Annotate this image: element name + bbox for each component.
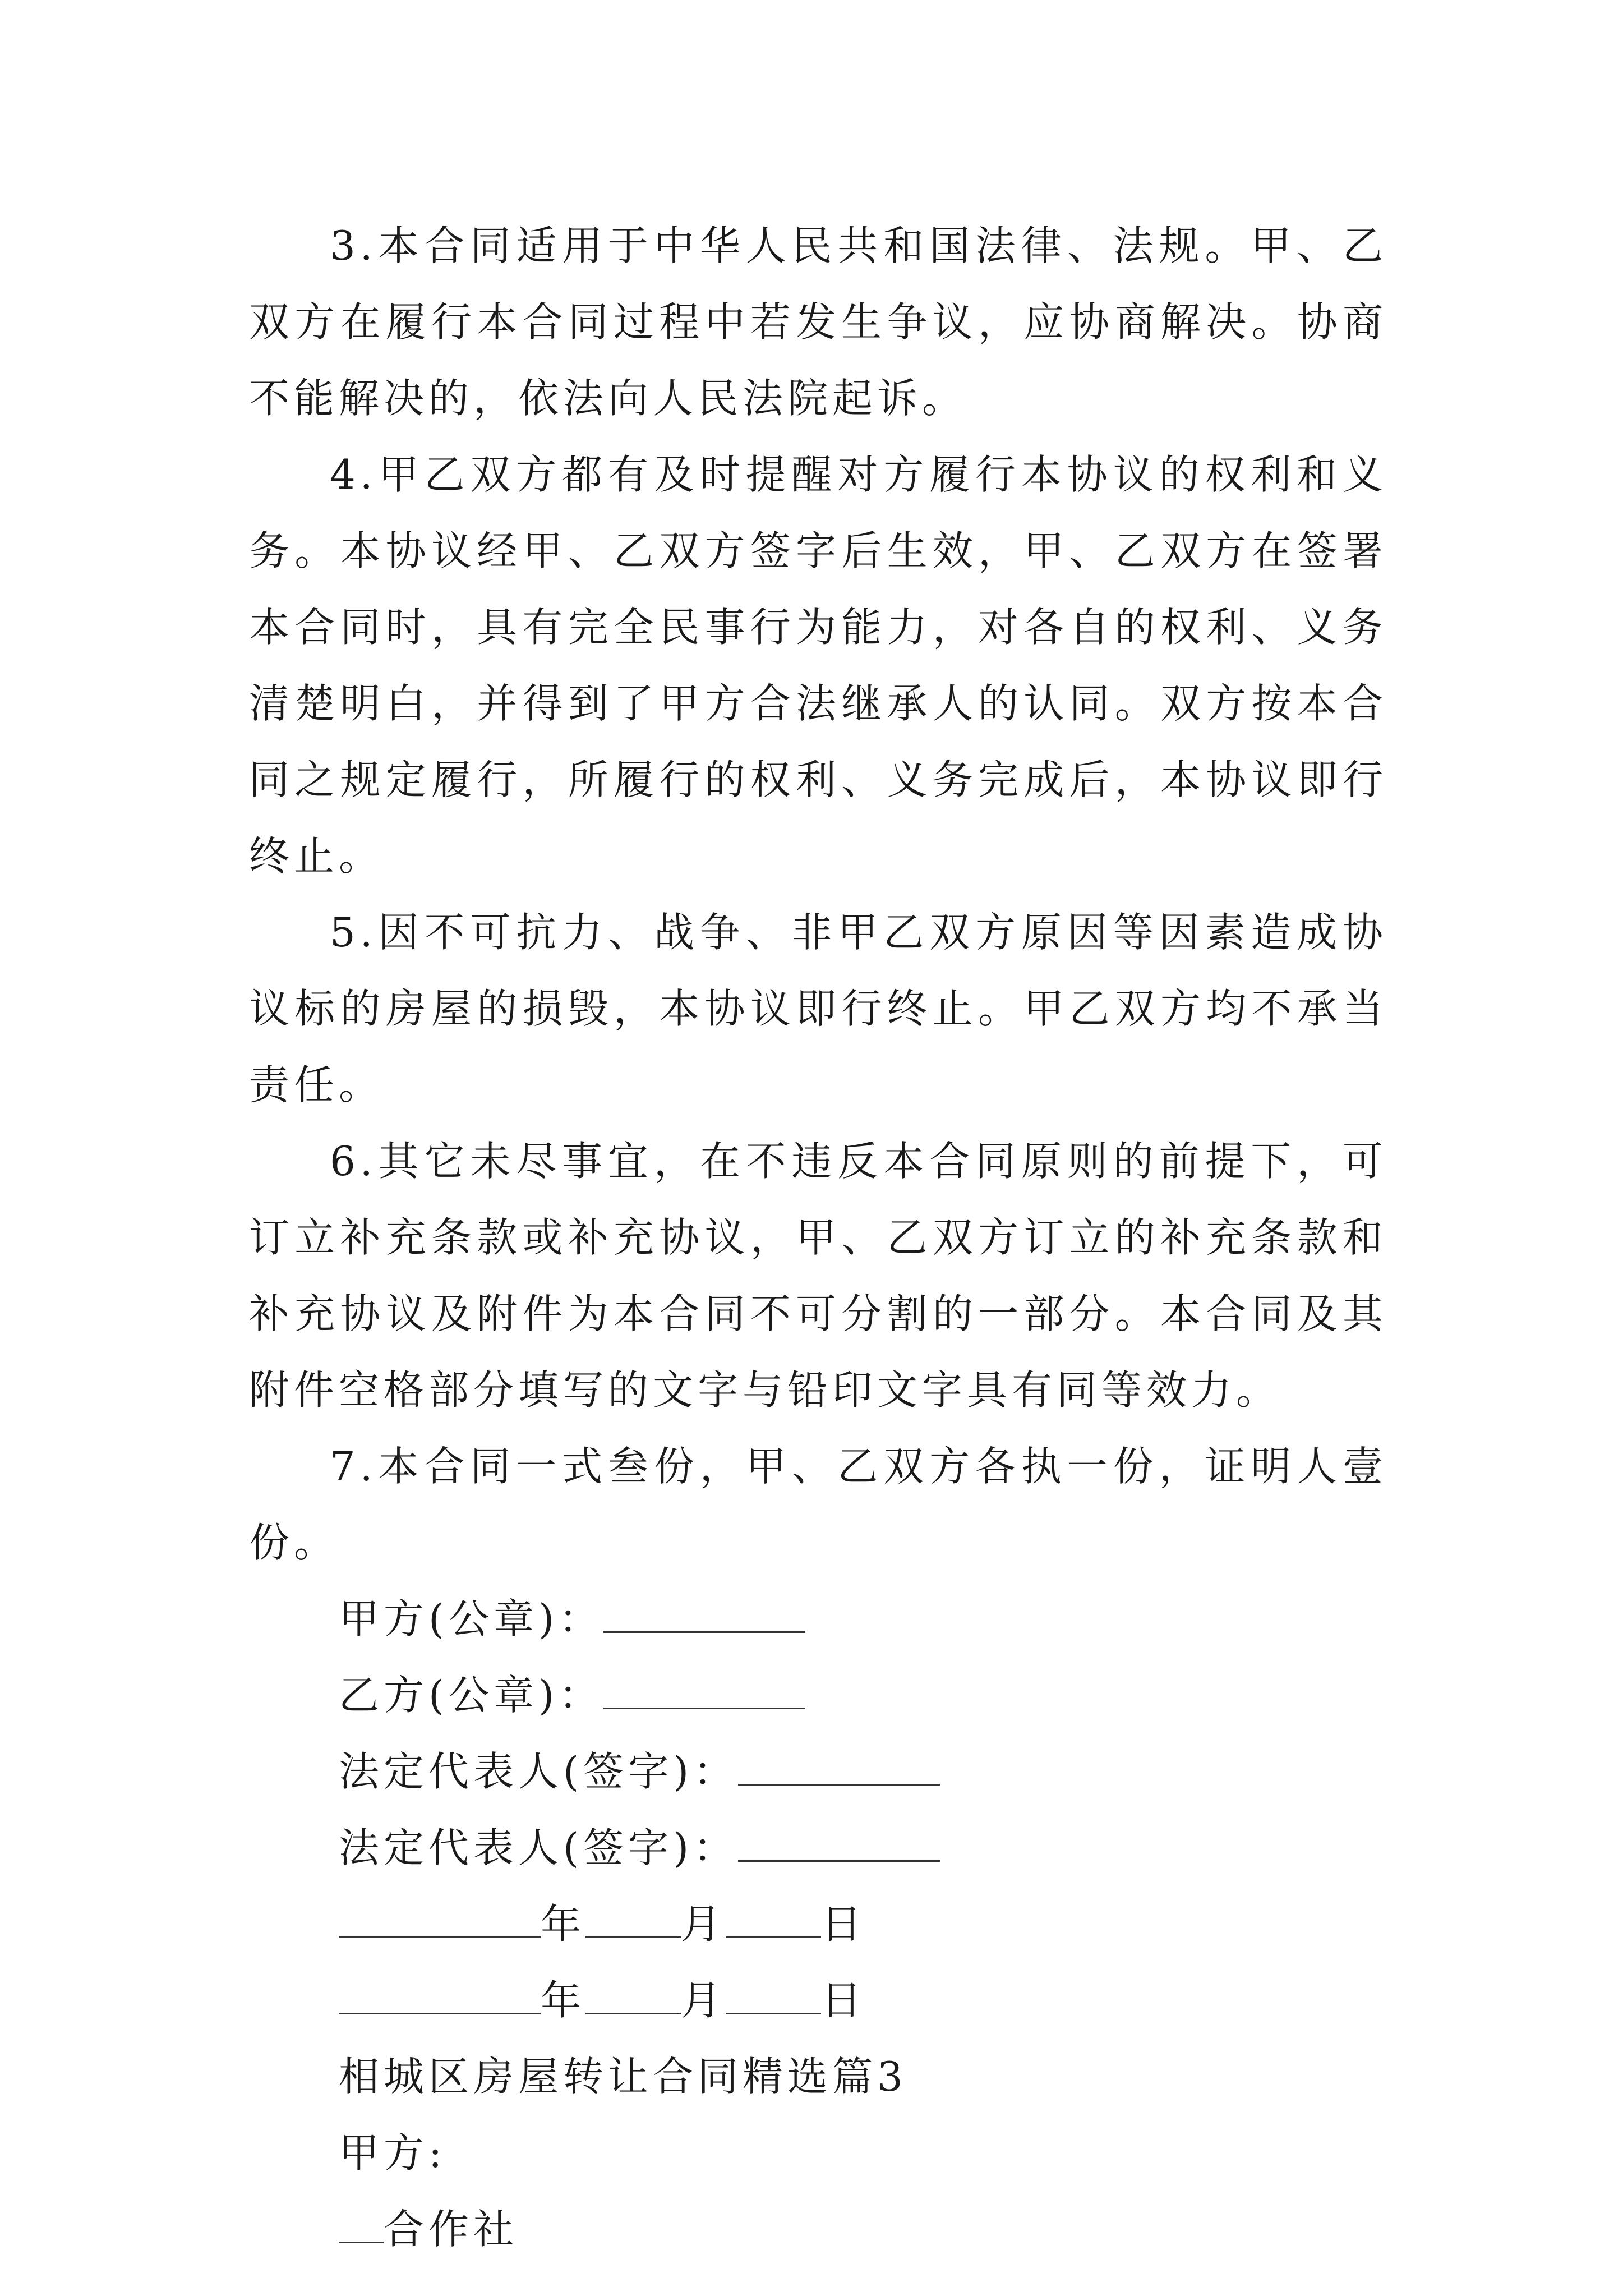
document-body (249, 208, 1387, 2267)
clause-3: 3.本合同适用于中华人民共和国法律、法规。甲、乙双方在履行本合同过程中若发生争议，应协商解决。协商不能解决的，依法向人民法院起诉。 (249, 222, 1387, 422)
legal-rep-label-2: 法定代表人(签字)： (339, 1824, 739, 1871)
day-label-2: 日 (821, 1977, 866, 2024)
day-label-1: 日 (821, 1901, 866, 1948)
month-blank-2 (585, 1979, 681, 2014)
clause-5: 5.因不可抗力、战争、非甲乙双方原因等因素造成协议标的房屋的损毁，本协议即行终止。甲乙双方均不承当责任。 (249, 909, 1387, 1108)
party-b-seal-label: 乙方(公章)： (339, 1672, 604, 1719)
legal-rep-label-1: 法定代表人(签字)： (339, 1748, 739, 1795)
section-title: 相城区房屋转让合同精选篇3 (339, 2053, 907, 2100)
year-label-1: 年 (541, 1901, 586, 1948)
party-b-seal-line (249, 1657, 1387, 1733)
year-blank-2 (339, 1979, 541, 2014)
party-a-seal-label: 甲方(公章)： (339, 1595, 604, 1642)
cooperative-label: 合作社 (384, 2206, 519, 2253)
month-label-2: 月 (681, 1977, 726, 2024)
party-a-seal-line (249, 1581, 1387, 1657)
year-label-2: 年 (541, 1977, 586, 2024)
legal-rep-line-2 (249, 1810, 1387, 1886)
year-blank-1 (339, 1903, 541, 1938)
legal-rep-blank-2 (738, 1826, 940, 1862)
date-line-2 (249, 1962, 1387, 2039)
cooperative-line (249, 2191, 1387, 2267)
month-label-1: 月 (681, 1901, 726, 1948)
day-blank-1 (726, 1903, 821, 1938)
party-b-seal-blank (603, 1674, 805, 1709)
date-line-1 (249, 1886, 1387, 1962)
party-a-heading: 甲方: (339, 2129, 447, 2177)
cooperative-blank (339, 2208, 384, 2243)
party-a-seal-blank (603, 1598, 805, 1633)
clause-4: 4.甲乙双方都有及时提醒对方履行本协议的权利和义务。本协议经甲、乙双方签字后生效，甲、乙双方在签署本合同时，具有完全民事行为能力，对各自的权利、义务清楚明白，并得到了甲方合法继承人的认同。双方按本合同之规定履行，所履行的权利、义务完成后，本协议即行终止。 (249, 451, 1387, 880)
day-blank-2 (726, 1979, 821, 2014)
month-blank-1 (585, 1903, 681, 1938)
clause-6: 6.其它未尽事宜，在不违反本合同原则的前提下，可订立补充条款或补充协议，甲、乙双方订立的补充条款和补充协议及附件为本合同不可分割的一部分。本合同及其附件空格部分填写的文字与铅印文字具有同等效力。 (249, 1138, 1387, 1414)
legal-rep-line-1 (249, 1733, 1387, 1810)
clause-7: 7.本合同一式叁份，甲、乙双方各执一份，证明人壹份。 (249, 1443, 1387, 1566)
legal-rep-blank-1 (738, 1750, 940, 1786)
